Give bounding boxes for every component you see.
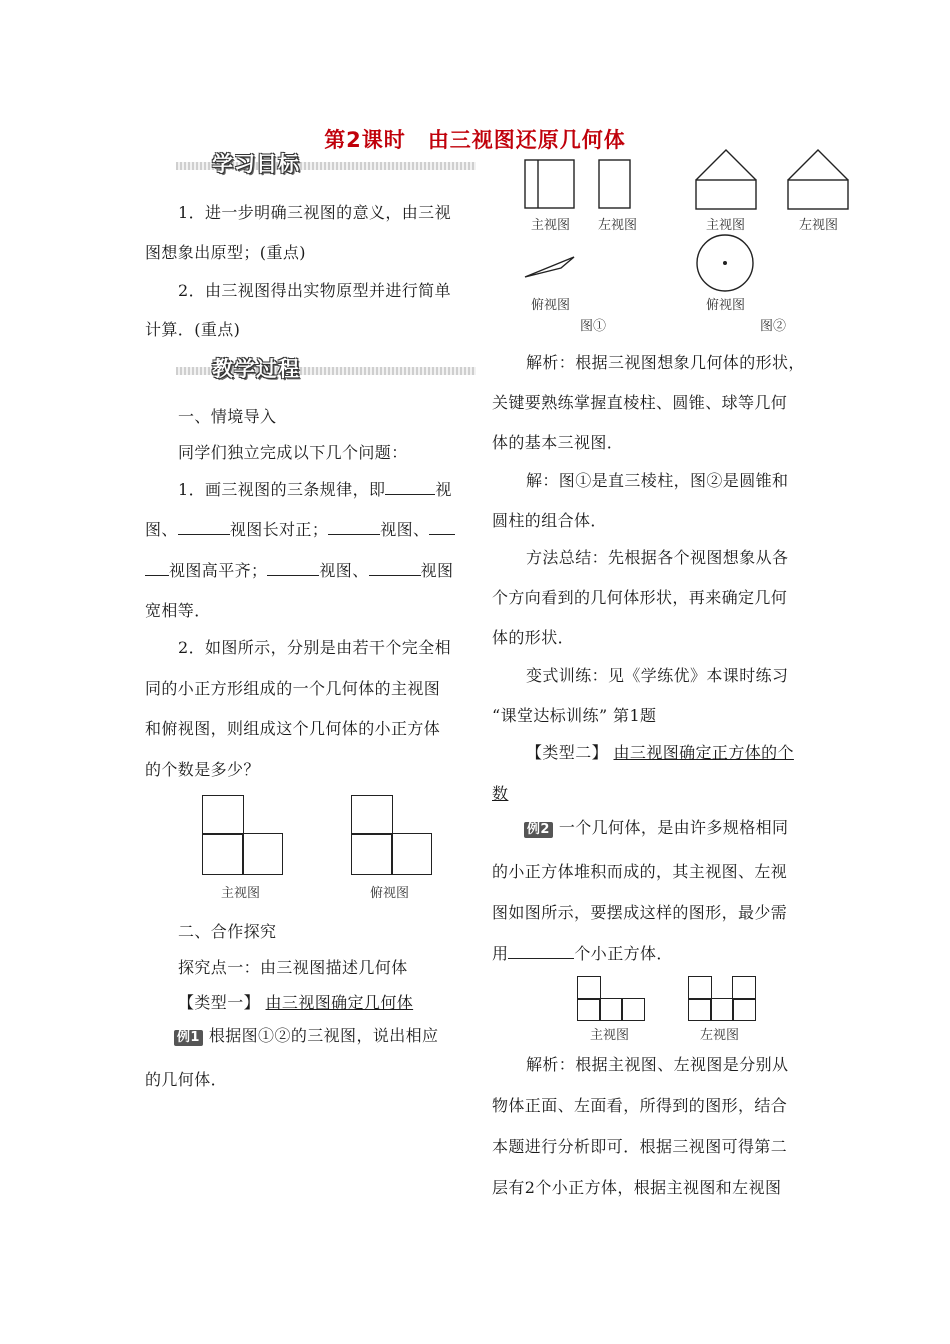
method-line3: 体的形状． <box>492 628 575 647</box>
fig1-label: 图① <box>580 319 607 334</box>
fig2-label: 图② <box>760 319 787 334</box>
example-2-line3: 图如图所示，要摆成这样的图形，最少需 <box>492 903 788 922</box>
solution-1-line2: 圆柱的组合体． <box>492 511 607 530</box>
fig2-left-view <box>788 180 848 209</box>
type-1-heading: 【类型一】 由三视图确定几何体 <box>178 993 414 1012</box>
objective-2-line1: 2．由三视图得出实物原型并进行简单 <box>178 281 451 300</box>
square <box>577 976 601 1000</box>
fig2-front-view <box>696 180 756 209</box>
title-lesson: 第2课时 <box>324 128 406 152</box>
square <box>599 998 623 1021</box>
square <box>577 998 601 1021</box>
type-2-heading-cont: 数 <box>492 784 509 803</box>
fig2-front-caption: 主视图 <box>706 218 746 233</box>
analysis-1-line3: 体的基本三视图． <box>492 433 624 452</box>
analysis-2-line2: 物体正面、左面看，所得到的图形，结合 <box>492 1096 788 1115</box>
objective-2-line2: 计算．(重点) <box>145 320 241 339</box>
square <box>688 976 712 1000</box>
ex2-left-caption: 左视图 <box>700 1028 740 1043</box>
fig1-front-caption: 主视图 <box>531 218 571 233</box>
square <box>710 998 734 1021</box>
exploration-point-1: 探究点一：由三视图描述几何体 <box>178 958 408 977</box>
example-2-line1: 例2 一个几何体，是由许多规格相同 <box>524 818 788 838</box>
objective-1-line1: 1．进一步明确三视图的意义，由三视 <box>178 203 451 222</box>
type-2-heading: 【类型二】 由三视图确定正方体的个 <box>526 743 794 762</box>
analysis-2-line1: 解析：根据主视图、左视图是分别从 <box>526 1055 789 1074</box>
square <box>621 998 645 1021</box>
fig1-top-caption: 俯视图 <box>531 298 571 313</box>
question-1-line3: 视图高平齐； 视图、 视图 <box>145 561 453 581</box>
q2-front-caption: 主视图 <box>221 886 261 901</box>
analysis-1-line1: 解析：根据三视图想象几何体的形状， <box>526 353 805 372</box>
square <box>732 998 756 1021</box>
example-1-line2: 的几何体． <box>145 1070 228 1089</box>
fig2-left-caption: 左视图 <box>799 218 839 233</box>
fig1-left-caption: 左视图 <box>598 218 638 233</box>
analysis-2-line3: 本题进行分析即可．根据三视图可得第二 <box>492 1137 788 1156</box>
square <box>732 976 756 1000</box>
title-topic: 由三视图还原几何体 <box>427 128 626 152</box>
fig1-left-view <box>599 160 630 208</box>
fig1-front-view <box>525 160 574 208</box>
example-1-line1: 例1 根据图①②的三视图，说出相应 <box>174 1026 438 1046</box>
solution-1-line1: 解：图①是直三棱柱，图②是圆锥和 <box>526 471 789 490</box>
question-2-line3: 和俯视图，则组成这个几何体的小正方体 <box>145 719 441 738</box>
intro-text: 同学们独立完成以下几个问题： <box>178 443 408 462</box>
variant-drill-line2: “课堂达标训练” 第1题 <box>492 706 657 725</box>
method-line1: 方法总结：先根据各个视图想象从各 <box>526 548 789 567</box>
question-1-line2: 图、 视图长对正； 视图、 <box>145 520 455 540</box>
question-1-line1: 1．画三视图的三条规律，即 视 <box>178 480 452 499</box>
process-heading: 教学过程 <box>212 357 300 381</box>
answer-blank[interactable] <box>508 944 574 959</box>
square <box>688 998 712 1021</box>
fig1-top-view <box>525 257 574 277</box>
cooperation-heading: 二、合作探究 <box>178 922 277 941</box>
example-2-line4: 用 个小正方体． <box>492 944 673 963</box>
question-1-line4: 宽相等． <box>145 601 211 620</box>
question-2-line2: 同的小正方形组成的一个几何体的主视图 <box>145 679 441 698</box>
analysis-1-line2: 关键要熟练掌握直棱柱、圆锥、球等几何 <box>492 393 788 412</box>
variant-drill-line1: 变式训练：见《学练优》本课时练习 <box>526 666 789 685</box>
example-1-tag: 例1 <box>174 1030 203 1046</box>
example-2-line2: 的小正方体堆积而成的，其主视图、左视 <box>492 862 788 881</box>
objectives-heading: 学习目标 <box>212 152 300 176</box>
analysis-2-line4: 层有2个小正方体，根据主视图和左视图 <box>492 1178 782 1197</box>
intro-heading: 一、情境导入 <box>178 407 277 426</box>
ex2-front-caption: 主视图 <box>590 1028 630 1043</box>
objective-1-line2: 图想象出原型；(重点) <box>145 243 306 262</box>
example-2-tag: 例2 <box>524 822 553 838</box>
question-2-line4: 的个数是多少？ <box>145 760 260 779</box>
fig2-top-caption: 俯视图 <box>706 298 746 313</box>
question-2-line1: 2．如图所示，分别是由若干个完全相 <box>178 638 451 657</box>
method-line2: 个方向看到的几何体形状，再来确定几何 <box>492 588 788 607</box>
q2-top-caption: 俯视图 <box>370 886 410 901</box>
